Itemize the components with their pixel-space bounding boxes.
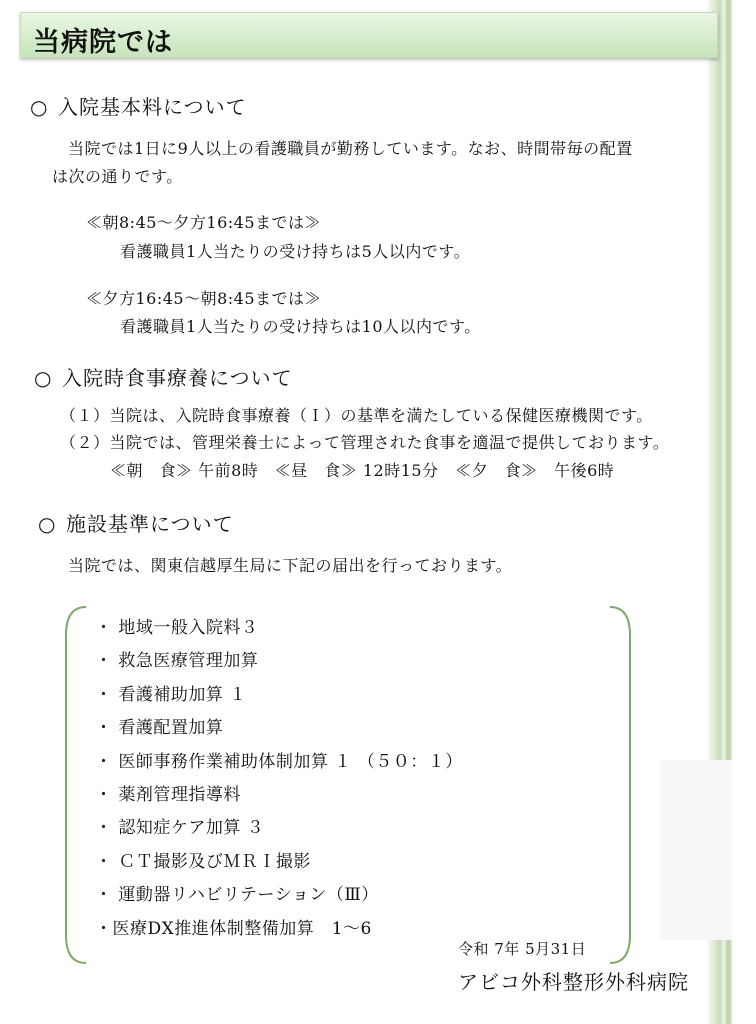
section-heading-facility-standards	[38, 508, 234, 537]
day-shift-text: 看護職員1人当たりの受け持ちは5人以内です。	[120, 242, 471, 261]
night-shift-title: ≪夕方16:45～朝8:45までは≫	[86, 289, 322, 308]
page-title: 当病院では	[33, 27, 173, 58]
hospital-name: アビコ外科整形外科病院	[458, 970, 689, 994]
basic-fee-text-line1: 当院では1日に9人以上の看護職員が勤務しています。なお、時間帯毎の配置	[68, 139, 633, 158]
basic-fee-text-line2: は次の通りです。	[52, 167, 183, 186]
list-item: ・ 地域一般入院料３	[95, 618, 259, 638]
section-heading-meals	[34, 362, 293, 391]
section-heading-text: 入院時食事療養について	[62, 366, 293, 390]
circle-icon: ○	[34, 366, 53, 390]
list-item: ・ 救急医療管理加算	[95, 651, 259, 672]
circle-icon: ○	[38, 512, 57, 536]
night-shift-text: 看護職員1人当たりの受け持ちは10人以内です。	[120, 317, 481, 336]
list-item: ・ 薬剤管理指導料	[95, 784, 241, 805]
meals-item-1: （１）当院は、入院時食事療養（Ｉ）の基準を満たしている保健医療機関です。	[60, 406, 653, 425]
background-shade	[660, 760, 732, 940]
title-banner	[20, 12, 718, 58]
list-item: ・医療DX推進体制整備加算 1～6	[95, 918, 372, 939]
facility-intro: 当院では、関東信越厚生局に下記の届出を行っております。	[68, 556, 513, 575]
list-item: ・ 看護補助加算 １	[95, 684, 247, 705]
section-heading-basic-fee	[30, 91, 247, 120]
list-item: ・ 看護配置加算	[95, 718, 224, 739]
list-item: ・ ＣＴ撮影及びＭＲＩ撮影	[95, 851, 311, 872]
list-item: ・ 認知症ケア加算 ３	[95, 818, 265, 839]
meal-times: ≪朝 食≫ 午前8時 ≪昼 食≫ 12時15分 ≪夕 食≫ 午後6時	[110, 461, 615, 480]
facility-standards-list	[95, 612, 463, 946]
section-heading-text: 入院基本料について	[58, 95, 247, 119]
list-item: ・ 運動器リハビリテーション（Ⅲ）	[95, 885, 379, 906]
meals-item-2: （２）当院では、管理栄養士によって管理された食事を適温で提供しております。	[60, 433, 670, 452]
section-heading-text: 施設基準について	[66, 512, 234, 536]
list-item: ・ 医師事務作業補助体制加算 １ （５０：１）	[95, 751, 463, 772]
circle-icon: ○	[30, 95, 49, 119]
issue-date: 令和 7年 5月31日	[458, 940, 587, 958]
day-shift-title: ≪朝8:45～夕方16:45までは≫	[86, 213, 322, 232]
